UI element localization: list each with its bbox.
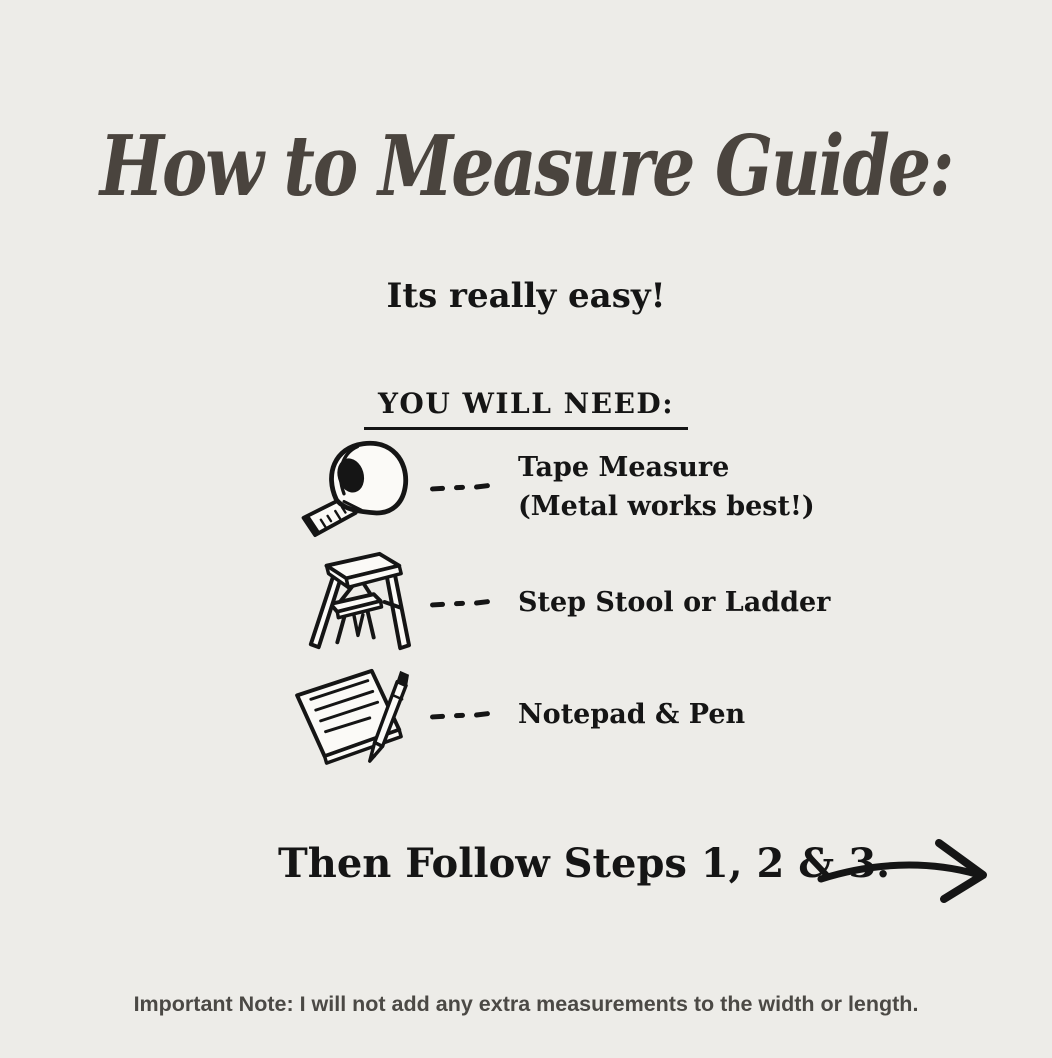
item-label-line1: Notepad & Pen — [518, 699, 746, 731]
dash-connector — [430, 483, 490, 491]
step-stool-icon — [282, 546, 430, 660]
item-label-line1: Tape Measure — [518, 451, 730, 483]
item-label-line1: Step Stool or Ladder — [518, 587, 831, 619]
you-will-need-heading: YOU WILL NEED: — [364, 387, 688, 430]
important-note: Important Note: I will not add any extra measurements to the width or length. — [133, 992, 919, 1016]
arrow-right-icon — [816, 834, 996, 912]
you-will-need-section — [0, 387, 1052, 430]
list-item-step-stool — [282, 543, 842, 663]
dash-connector — [430, 711, 490, 719]
list-item-notepad-pen — [282, 663, 842, 767]
dash-connector — [430, 599, 490, 607]
item-label-line2: (Metal works best!) — [518, 491, 815, 522]
item-label — [518, 583, 830, 622]
item-label — [518, 448, 815, 526]
item-label — [518, 695, 745, 734]
list-item-tape-measure — [282, 431, 842, 543]
tape-measure-icon — [282, 436, 430, 538]
page-title: How to Measure Guide: — [99, 118, 953, 216]
supplies-list — [282, 431, 842, 767]
subtitle: Its really easy! — [386, 276, 666, 316]
notepad-pen-icon — [282, 662, 430, 768]
follow-steps-text: Then Follow Steps 1, 2 & 3. — [278, 840, 891, 887]
